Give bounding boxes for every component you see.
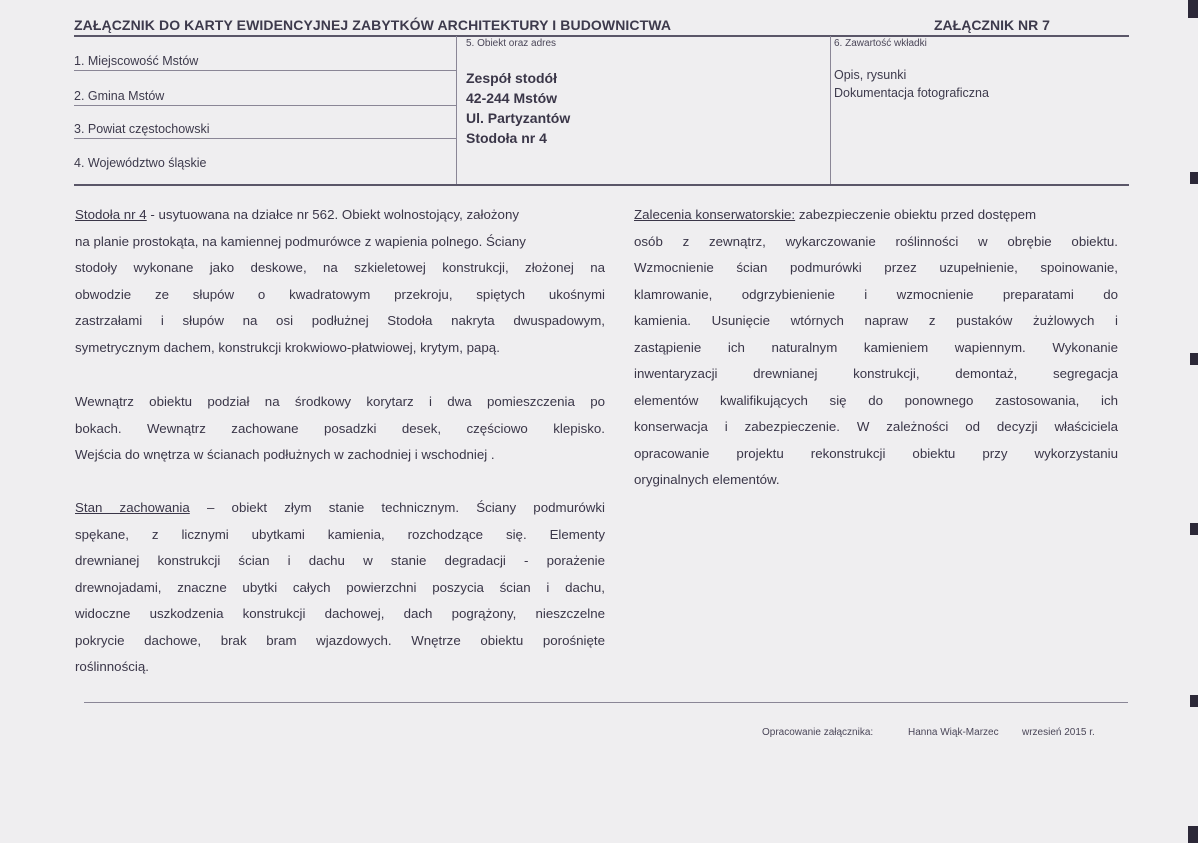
text-line: Wewnątrz obiektu podział na środkowy korytarz i dwa pomieszczenia po <box>75 394 605 409</box>
text-line: roślinnością. <box>75 659 149 674</box>
text-line: zastąpienie ich naturalnym kamieniem wapiennym. Wykonanie <box>634 339 1118 355</box>
author-name: Hanna Wiąk-Marzec <box>908 727 999 738</box>
text-line: kamienia. Usunięcie wtórnych napraw z pustaków żużlowych i <box>634 313 1118 328</box>
document-title: ZAŁĄCZNIK DO KARTY EWIDENCYJNEJ ZABYTKÓW ARCHITEKTURY I BUDOWNICTWA <box>74 17 672 33</box>
text-line: elementów kwalifikujących się do ponownego zastosowania, ich <box>634 392 1118 408</box>
scan-mark <box>1190 523 1198 535</box>
text-line: zastrzałami i słupów na osi podłużnej Stodoła nakryta dwuspadowym, <box>75 313 605 328</box>
field-locality-line <box>74 70 456 71</box>
scan-mark <box>1190 172 1198 184</box>
text-line: obwodzie ze słupów o kwadratowym przekroju, spiętych ukośnymi <box>75 286 605 302</box>
text-line: Wejścia do wnętrza w ścianach podłużnych w zachodniej i wschodniej . <box>75 447 495 462</box>
interior-paragraph <box>75 389 605 469</box>
text-line: zabezpieczenie obiektu przed dostępem <box>795 207 1037 222</box>
text-line: symetrycznym dachem, konstrukcji krokwiowo-płatwiowej, krytym, papą. <box>75 339 500 355</box>
contents-list <box>834 66 989 102</box>
text-line: osób z zewnątrz, wykarczowanie roślinności w obrębie obiektu. <box>634 233 1118 249</box>
field-county-line <box>74 138 456 139</box>
annex-number: ZAŁĄCZNIK NR 7 <box>934 17 1050 33</box>
text-line: drewnianej konstrukcji ścian i dachu w stanie degradacji - porażenie <box>75 553 605 568</box>
text-line: klamrowanie, odgrzybienienie i wzmocnienie preparatami do <box>634 286 1118 302</box>
text-line: - usytuowana na działce nr 562. Obiekt wolnostojący, założony <box>146 207 519 222</box>
contents-line: Dokumentacja fotograficzna <box>834 86 989 100</box>
condition-heading: Stan zachowania <box>75 500 190 515</box>
description-paragraph <box>75 202 605 361</box>
scan-mark <box>1190 695 1198 707</box>
prepared-date: wrzesień 2015 r. <box>1022 727 1095 738</box>
text-line: drewnojadami, znaczne ubytki całych powierzchni poszycia ścian i dachu, <box>75 579 605 595</box>
text-line: stodoły wykonane jako deskowe, na szkieletowej konstrukcji, złożonej na <box>75 260 605 275</box>
object-address <box>466 68 570 148</box>
recommendations-heading: Zalecenia konserwatorskie: <box>634 207 796 222</box>
scan-mark <box>1188 0 1198 18</box>
contents-label: 6. Zawartość wkładki <box>834 38 927 49</box>
field-commune: 2. Gmina Mstów <box>74 89 165 103</box>
text-line: pokrycie dachowe, brak bram wjazdowych. Wnętrze obiektu porośnięte <box>75 632 605 648</box>
field-commune-line <box>74 105 456 106</box>
header-bottom-rule <box>74 184 1129 186</box>
text-line: spękane, z licznymi ubytkami kamienia, rozchodzące się. Elementy <box>75 526 605 542</box>
barn-heading: Stodoła nr 4 <box>75 207 147 222</box>
recommendations-paragraph <box>634 202 1118 494</box>
text-line: konserwacja i zabezpieczenie. W zależności od decyzji właściciela <box>634 419 1118 434</box>
text-line: bokach. Wewnątrz zachowane posadzki desek, częściowo klepisko. <box>75 420 605 436</box>
header-rule <box>74 35 1129 37</box>
object-line: 42-244 Mstów <box>466 90 558 106</box>
field-voivodeship: 4. Województwo śląskie <box>74 156 207 170</box>
text-line: Wzmocnienie ścian podmurówki przez uzupełnienie, spoinowanie, <box>634 260 1118 275</box>
text-line: inwentaryzacji drewnianej konstrukcji, demontaż, segregacja <box>634 366 1118 381</box>
divider-right <box>830 36 831 185</box>
object-label: 5. Obiekt oraz adres <box>466 38 557 49</box>
text-line: oryginalnych elementów. <box>634 472 780 487</box>
text-line: – obiekt złym stanie technicznym. Ściany podmurówki <box>189 500 605 515</box>
text-line: widoczne uszkodzenia konstrukcji dachowej, dach pogrążony, nieszczelne <box>75 606 605 621</box>
contents-line: Opis, rysunki <box>834 68 907 82</box>
scan-mark <box>1188 826 1198 843</box>
text-line: na planie prostokąta, na kamiennej podmurówce z wapienia polnego. Ściany <box>75 233 526 249</box>
field-county: 3. Powiat częstochowski <box>74 122 210 136</box>
text-line: opracowanie projektu rekonstrukcji obiektu przy wykorzystaniu <box>634 445 1118 461</box>
footer-rule <box>84 702 1128 703</box>
prepared-by-label: Opracowanie załącznika: <box>762 727 874 738</box>
divider-left <box>456 36 457 185</box>
object-line: Zespół stodół <box>466 70 557 86</box>
scan-mark <box>1190 353 1198 365</box>
object-line: Ul. Partyzantów <box>466 110 571 126</box>
condition-paragraph <box>75 495 605 681</box>
field-locality: 1. Miejscowość Mstów <box>74 54 199 68</box>
object-line: Stodoła nr 4 <box>466 130 547 146</box>
